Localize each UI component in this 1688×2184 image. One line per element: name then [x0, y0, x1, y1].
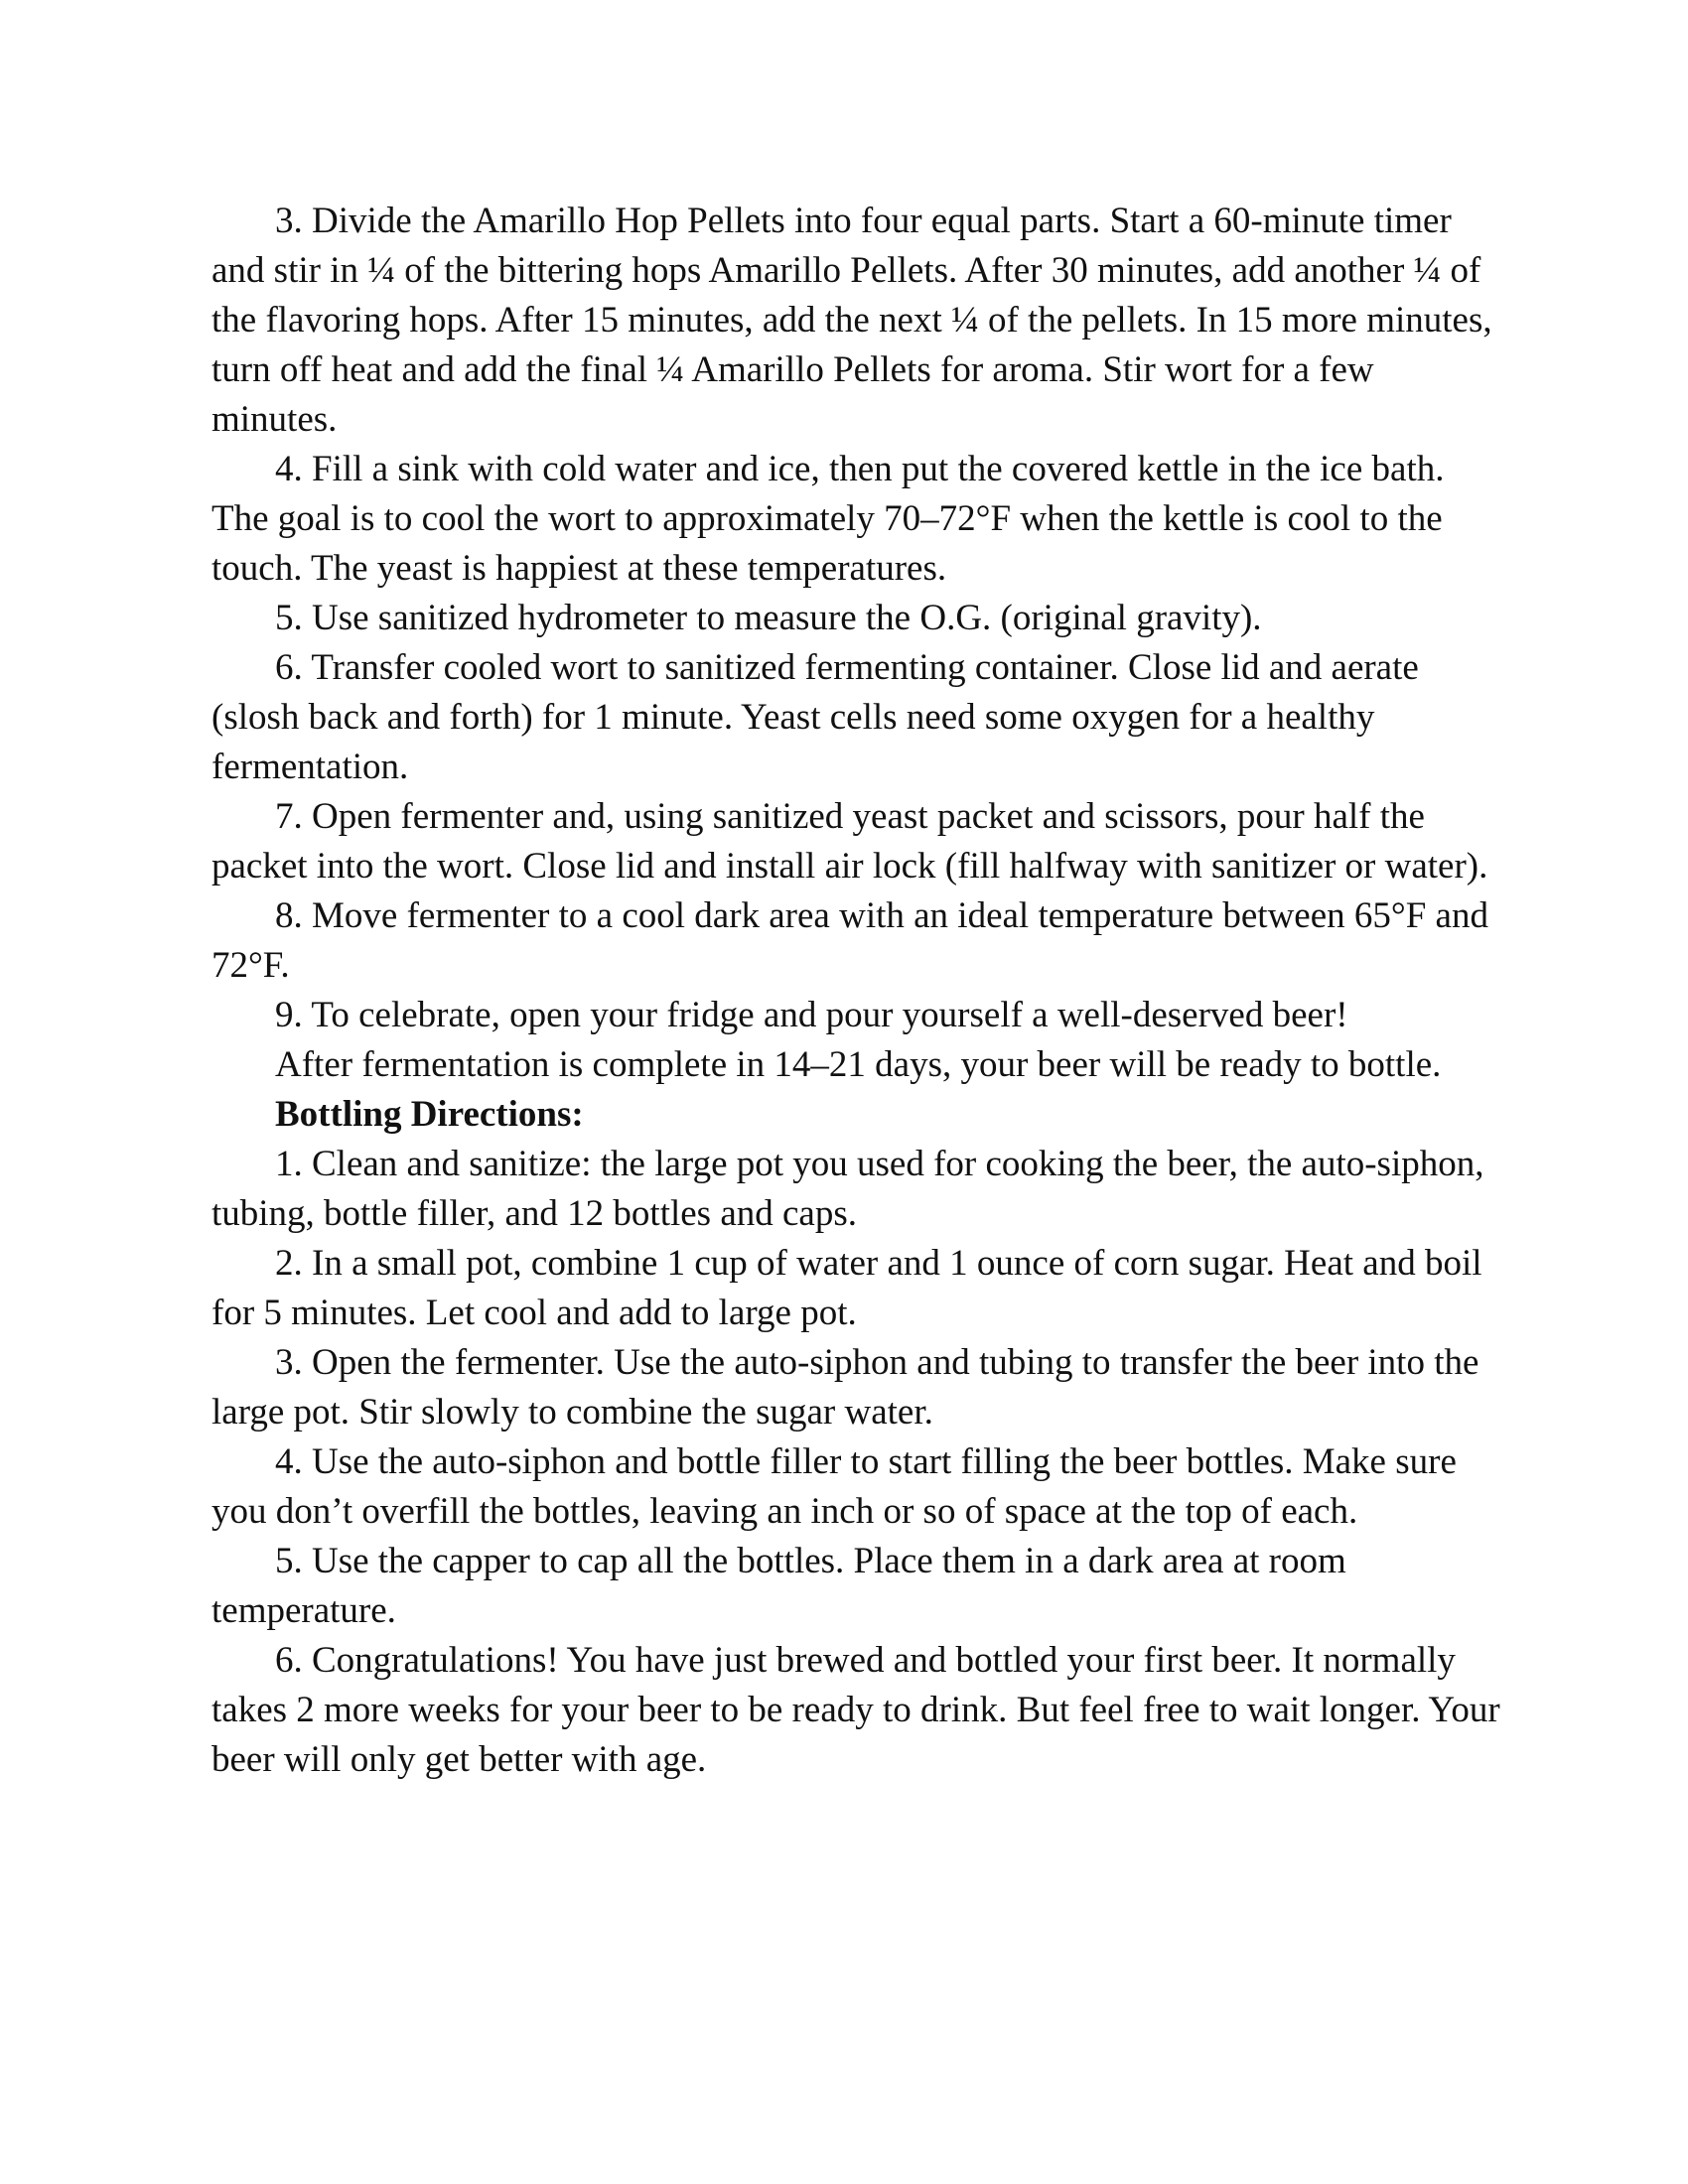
brewing-step-3: 3. Divide the Amarillo Hop Pellets into four equal parts. Start a 60-minute timer and stir in ¼ of the bittering hops Amarillo Pellets. After 30 minutes, add another ¼ of the flavoring hops. After 15 minutes, add the next ¼ of the pellets. In 15 more minutes, turn off heat and add the final ¼ Amarillo Pellets for aroma. Stir wort for a few minutes. — [211, 201, 1492, 440]
bottling-step-4: 4. Use the auto-siphon and bottle filler to start filling the beer bottles. Make sure you don’t overfill the bottles, leaving an inch or so of space at the top of each. — [211, 1441, 1457, 1532]
fermentation-note: After fermentation is complete in 14–21 days, your beer will be ready to bottle. — [275, 1044, 1442, 1085]
bottling-step-5: 5. Use the capper to cap all the bottles. Place them in a dark area at room temperature. — [211, 1541, 1346, 1631]
brewing-step-8: 8. Move fermenter to a cool dark area with an ideal temperature between 65°F and 72°F. — [211, 895, 1488, 986]
bottling-step-3: 3. Open the fermenter. Use the auto-siphon and tubing to transfer the beer into the large pot. Stir slowly to combine the sugar water. — [211, 1342, 1479, 1433]
bottling-step-2: 2. In a small pot, combine 1 cup of water and 1 ounce of corn sugar. Heat and boil for 5 minutes. Let cool and add to large pot. — [211, 1243, 1482, 1333]
brewing-step-9: 9. To celebrate, open your fridge and pour yourself a well-deserved beer! — [275, 995, 1348, 1035]
brewing-step-7: 7. Open fermenter and, using sanitized yeast packet and scissors, pour half the packet into the wort. Close lid and install air lock (fill halfway with sanitizer or water). — [211, 796, 1488, 887]
brewing-step-4: 4. Fill a sink with cold water and ice, then put the covered kettle in the ice bath. The goal is to cool the wort to approximately 70–72°F when the kettle is cool to the touch. The yeast is happiest at these temperatures. — [211, 449, 1445, 589]
brewing-step-6: 6. Transfer cooled wort to sanitized fermenting container. Close lid and aerate (slosh back and forth) for 1 minute. Yeast cells need some oxygen for a healthy fermentation. — [211, 647, 1419, 787]
document-page — [211, 197, 1502, 1785]
brewing-step-5: 5. Use sanitized hydrometer to measure the O.G. (original gravity). — [275, 598, 1262, 638]
bottling-step-6: 6. Congratulations! You have just brewed and bottled your first beer. It normally takes 2 more weeks for your beer to be ready to drink. But feel free to wait longer. Your beer will only get better with age. — [211, 1640, 1500, 1780]
bottling-heading: Bottling Directions: — [275, 1094, 584, 1135]
bottling-step-1: 1. Clean and sanitize: the large pot you used for cooking the beer, the auto-siphon, tubing, bottle filler, and 12 bottles and caps. — [211, 1144, 1484, 1234]
